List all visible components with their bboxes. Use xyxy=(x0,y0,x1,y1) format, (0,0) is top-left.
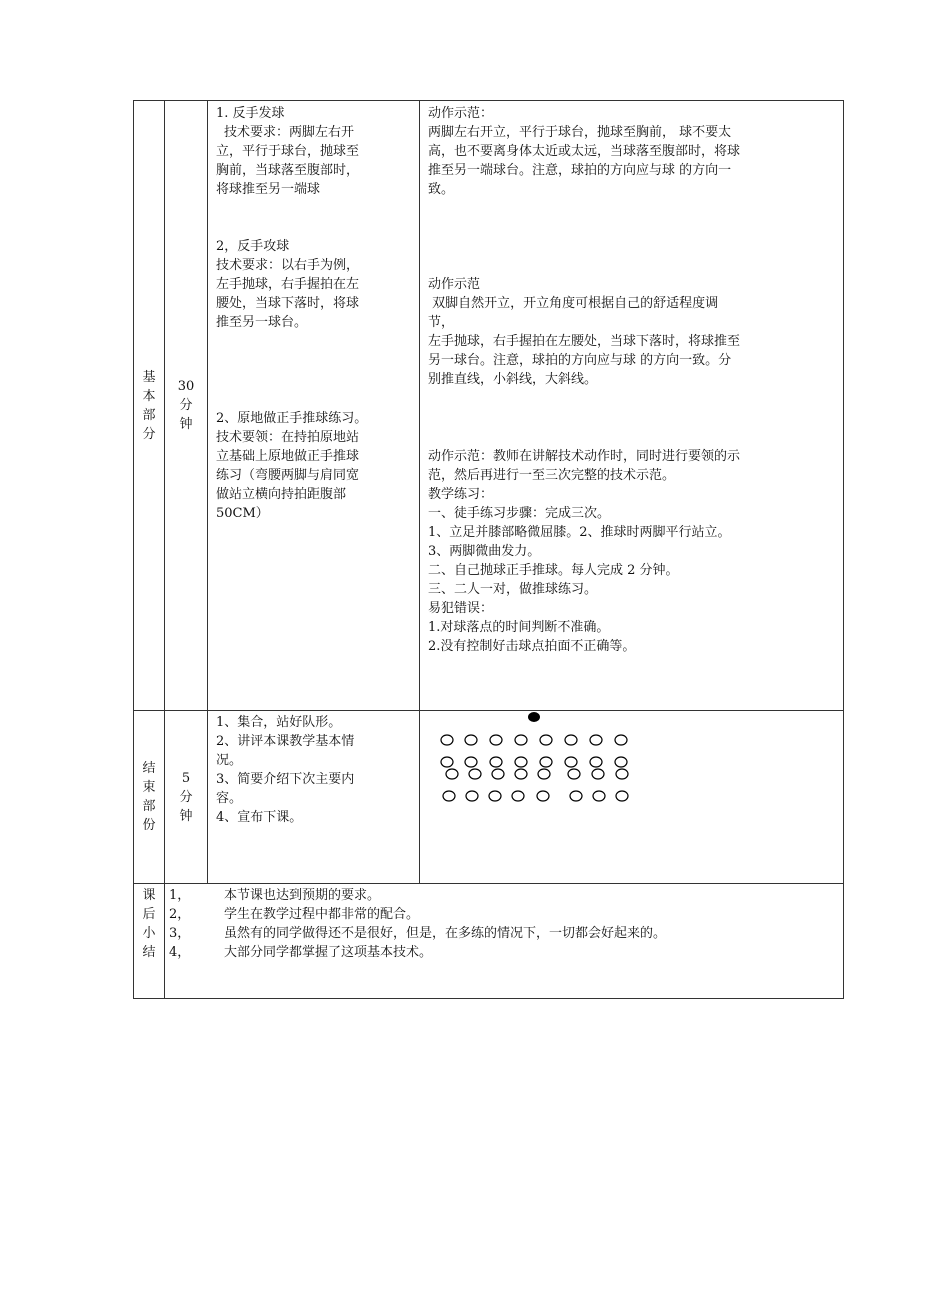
forehand-push-block: 2、原地做正手推球练习。 技术要领：在持拍原地站 立基础上原地做正手推球 练习（弯腰两脚与肩同宽 做站立横向持拍距腹部 50CM） xyxy=(216,411,368,521)
summary-item: 1， 本节课也达到预期的要求。 xyxy=(169,888,381,903)
student-marker xyxy=(565,735,577,745)
student-marker xyxy=(616,791,628,801)
student-marker xyxy=(615,735,627,745)
backhand-attack-block: 2，反手攻球 技术要求：以右手为例， 左手抛球，右手握拍在左 腰处，当球下落时，将球 推至另一球台。 xyxy=(216,239,360,330)
student-marker xyxy=(441,735,453,745)
end-section-time: 5 分 钟 xyxy=(165,711,208,884)
summary-item: 2， 学生在教学过程中都非常的配合。 xyxy=(169,907,420,922)
student-marker xyxy=(540,735,552,745)
basic-section-content xyxy=(208,101,420,711)
student-marker xyxy=(568,769,580,779)
student-marker xyxy=(469,769,481,779)
student-marker xyxy=(490,735,502,745)
end-section-label: 结 束 部 份 xyxy=(134,711,165,884)
student-marker xyxy=(489,791,501,801)
student-marker xyxy=(490,757,502,767)
student-marker xyxy=(515,757,527,767)
basic-section-label: 基 本 部 分 xyxy=(134,101,165,711)
student-marker xyxy=(512,791,524,801)
student-marker xyxy=(466,791,478,801)
summary-item: 3， 虽然有的同学做得还不是很好，但是，在多练的情况下，一切都会好起来的。 xyxy=(169,926,667,941)
basic-section-demo xyxy=(420,101,844,711)
student-marker xyxy=(465,735,477,745)
formation-diagram-cell xyxy=(420,711,844,884)
summary-item: 4， 大部分同学都掌握了这项基本技术。 xyxy=(169,945,433,960)
basic-section-row xyxy=(134,101,844,711)
summary-section-label: 课 后 小 结 xyxy=(134,884,165,999)
summary-section-content xyxy=(165,884,844,999)
student-marker xyxy=(492,769,504,779)
student-marker xyxy=(615,757,627,767)
student-marker xyxy=(590,735,602,745)
student-marker xyxy=(538,769,550,779)
student-marker xyxy=(443,791,455,801)
student-marker xyxy=(565,757,577,767)
lesson-plan-table xyxy=(133,100,844,999)
basic-section-time: 30 分 钟 xyxy=(165,101,208,711)
student-marker xyxy=(446,769,458,779)
student-marker xyxy=(616,769,628,779)
student-marker xyxy=(441,757,453,767)
end-section-row xyxy=(134,711,844,884)
formation-diagram xyxy=(438,711,658,811)
student-marker xyxy=(515,735,527,745)
student-marker xyxy=(592,769,604,779)
student-marker xyxy=(537,791,549,801)
end-section-content: 1、集合，站好队形。 2、讲评本课教学基本情 况。 3、简要介绍下次主要内 容。 4、宣布下课。 xyxy=(208,711,420,884)
teacher-marker xyxy=(528,712,540,722)
student-marker xyxy=(515,769,527,779)
backhand-serve-block: 1. 反手发球 技术要求：两脚左右开 立，平行于球台，抛球至 胸前，当球落至腹部时， 将球推至另一端球 xyxy=(216,106,360,197)
student-marker xyxy=(593,791,605,801)
student-marker xyxy=(590,757,602,767)
demo-attack-block: 动作示范 双脚自然开立，开立角度可根据自己的舒适程度调 节， 左手抛球，右手握拍在左腰处，当球下落时，将球推至 另一球台。注意，球拍的方向应与球 的方向一致。分 别推直线，小斜线，大斜线。 xyxy=(428,277,741,387)
student-marker xyxy=(540,757,552,767)
student-marker xyxy=(570,791,582,801)
demo-serve-block: 动作示范： 两脚左右开立，平行于球台，抛球至胸前， 球不要太 高，也不要离身体太近或太远，当球落至腹部时，将球 推至另一端球台。注意，球拍的方向应与球 的方向一 致。 xyxy=(428,106,741,197)
student-marker xyxy=(465,757,477,767)
summary-section-row xyxy=(134,884,844,999)
demo-practice-block: 动作示范：教师在讲解技术动作时，同时进行要领的示 范，然后再进行一至三次完整的技术示范。 教学练习： 一、徒手练习步骤：完成三次。 1、立足并膝部略微屈膝。2、推球时两脚平行站立。 3、两脚微曲发力。 二、自己抛球正手推球。每人完成 2 分钟。 三、二人一对，做推球练习。 易犯错误： 1.对球落点的时间判断不准确。 2.没有控制好击球点拍面不正确等。 xyxy=(428,449,741,654)
